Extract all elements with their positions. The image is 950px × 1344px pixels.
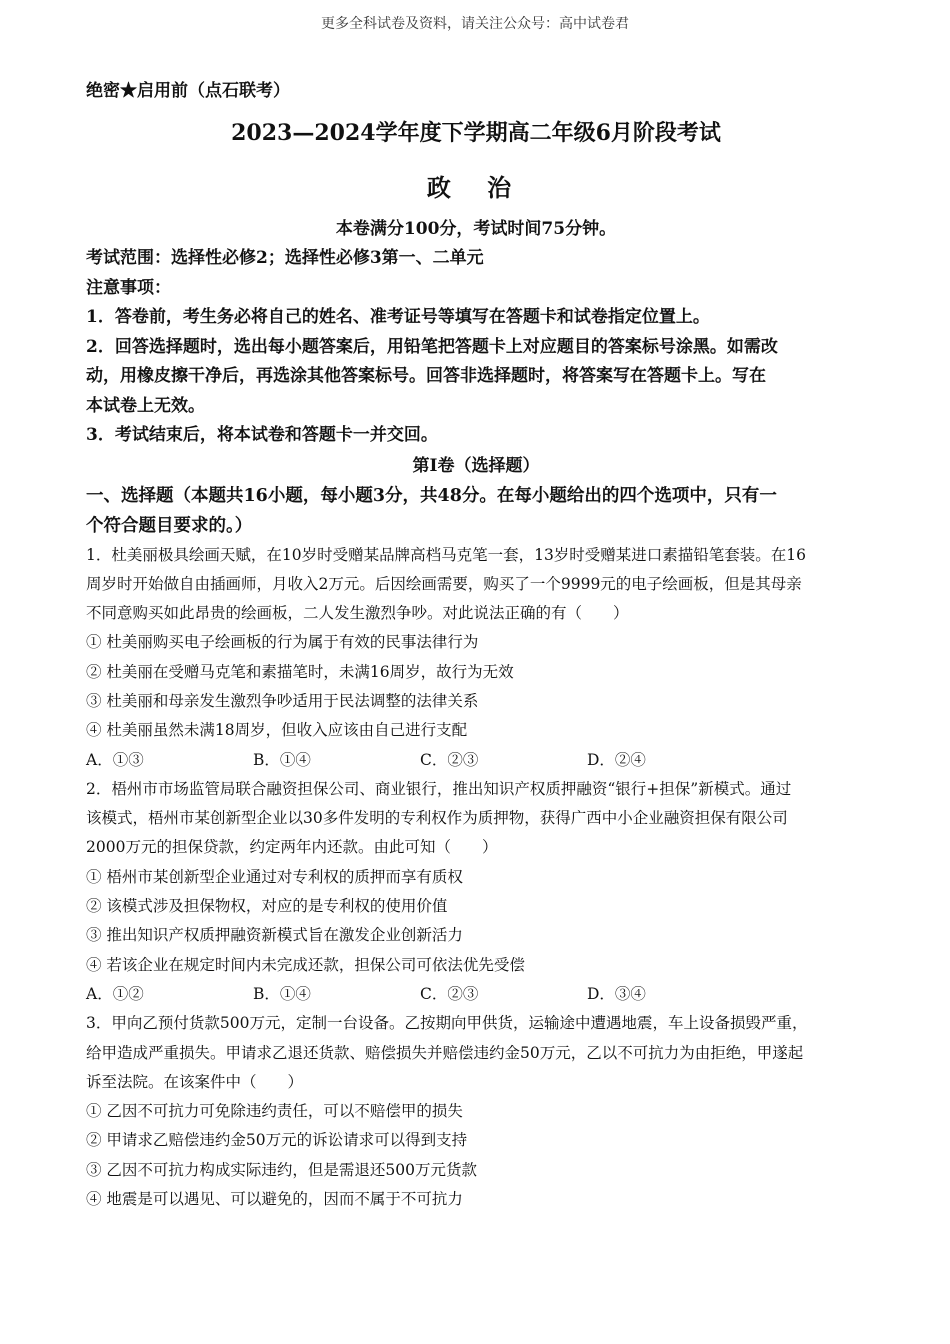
statement-item: ① 梧州市某创新型企业通过对专利权的质押而享有质权 (86, 867, 463, 886)
statement-item: ③ 推出知识产权质押融资新模式旨在激发企业创新活力 (86, 926, 463, 945)
question-1 (86, 541, 866, 775)
statement-item: ③ 乙因不可抗力构成实际违约，但是需退还500万元货款 (86, 1160, 478, 1179)
answer-options (86, 746, 866, 775)
option-b: B．①④ (253, 984, 311, 1003)
statement-item: ① 乙因不可抗力可免除违约责任，可以不赔偿甲的损失 (86, 1102, 463, 1121)
notice-line: 3．考试结束后，将本试卷和答题卡一并交回。 (86, 425, 438, 445)
full-score-line: 本卷满分100分，考试时间75分钟。 (335, 219, 617, 239)
option-c: C．②③ (420, 750, 479, 769)
exam-content (86, 76, 866, 1214)
section-title: 个符合题目要求的。） (86, 515, 253, 536)
notice-line: 1．答卷前，考生务必将自己的姓名、准考证号等填写在答题卡和试卷指定位置上。 (86, 307, 710, 327)
option-c: C．②③ (420, 984, 479, 1003)
exam-title: 2023—2024学年度下学期高二年级6月阶段考试 (231, 120, 721, 146)
notice-line: 2．回答选择题时，选出每小题答案后，用铅笔把答题卡上对应题目的答案标号涂黑。如需改 (86, 336, 778, 357)
notice-line: 本试卷上无效。 (86, 395, 205, 416)
option-a: A．①③ (86, 750, 144, 769)
part-title: 第Ⅰ卷（选择题） (412, 455, 540, 476)
question-stem: 1．杜美丽极具绘画天赋，在10岁时受赠某品牌高档马克笔一套，13岁时受赠某进口素描铅笔套装。在16 (86, 545, 807, 564)
question-stem: 2000万元的担保贷款，约定两年内还款。由此可知（ ） (86, 838, 498, 857)
statement-item: ③ 杜美丽和母亲发生激烈争吵适用于民法调整的法律关系 (86, 691, 479, 710)
option-b: B．①④ (253, 750, 311, 769)
question-stem: 该模式，梧州市某创新型企业以30多件发明的专利权作为质押物，获得广西中小企业融资担保有限公司 (86, 809, 788, 828)
statement-item: ① 杜美丽购买电子绘画板的行为属于有效的民事法律行为 (86, 633, 479, 652)
question-stem: 给甲造成严重损失。甲请求乙退还货款、赔偿损失并赔偿违约金50万元，乙以不可抗力为由拒绝，甲遂起 (86, 1043, 804, 1062)
option-d: D．③④ (587, 984, 646, 1003)
answer-options (86, 980, 866, 1009)
subject-title: 政 治 (426, 173, 526, 202)
question-stem: 2．梧州市市场监管局联合融资担保公司、商业银行，推出知识产权质押融资“银行+担保”新模式。通过 (86, 779, 792, 798)
option-a: A．①② (86, 984, 144, 1003)
statement-item: ② 杜美丽在受赠马克笔和素描笔时，未满16周岁，故行为无效 (86, 662, 514, 681)
question-stem: 诉至法院。在该案件中（ ） (86, 1072, 304, 1091)
secret-line: 绝密★启用前（点石联考） (86, 81, 290, 101)
notice-title: 注意事项： (86, 277, 171, 298)
option-d: D．②④ (587, 750, 646, 769)
section-title: 一、选择题（本题共16小题，每小题3分，共48分。在每小题给出的四个选项中，只有一 (86, 485, 777, 506)
question-3 (86, 1009, 866, 1214)
exam-scope: 考试范围：选择性必修2；选择性必修3第一、二单元 (86, 248, 484, 268)
question-stem: 不同意购买如此昂贵的绘画板，二人发生激烈争吵。对此说法正确的有（ ） (86, 604, 629, 623)
statement-item: ② 该模式涉及担保物权，对应的是专利权的使用价值 (86, 897, 448, 916)
header-note: 更多全科试卷及资料，请关注公众号：高中试卷君 (321, 16, 629, 32)
statement-item: ④ 若该企业在规定时间内未完成还款，担保公司可依法优先受偿 (86, 955, 525, 974)
statement-item: ④ 杜美丽虽然未满18周岁，但收入应该由自己进行支配 (86, 721, 468, 740)
statement-item: ② 甲请求乙赔偿违约金50万元的诉讼请求可以得到支持 (86, 1131, 468, 1150)
question-stem: 周岁时开始做自由插画师，月收入2万元。后因绘画需要，购买了一个9999元的电子绘画板，但是其母亲 (86, 574, 802, 593)
statement-item: ④ 地震是可以遇见、可以避免的，因而不属于不可抗力 (86, 1190, 463, 1209)
notice-line: 动，用橡皮擦干净后，再选涂其他答案标号。回答非选择题时，将答案写在答题卡上。写在 (86, 366, 766, 386)
question-stem: 3．甲向乙预付货款500万元，定制一台设备。乙按期向甲供货，运输途中遭遇地震，车上设备损毁严重， (86, 1014, 808, 1033)
question-2 (86, 775, 866, 1009)
